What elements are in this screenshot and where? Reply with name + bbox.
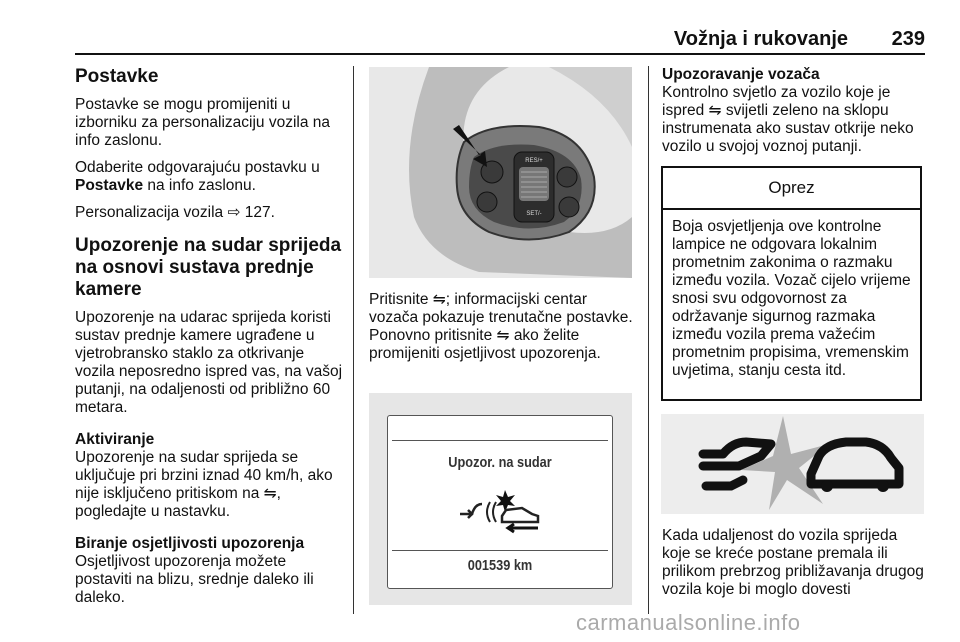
steering-wheel-figure: [369, 67, 632, 278]
para-postavke-intro: Postavke se mogu promijeniti u izborniku za personalizaciju vozila na info zaslonu.: [75, 96, 331, 149]
para-biranje: Osjetljivost upozorenja možete postaviti na blizu, srednje daleko ili daleko.: [75, 553, 314, 606]
right-column-text: [662, 66, 924, 165]
left-column: [75, 66, 343, 616]
heading-biranje: Biranje osjetljivosti upozorenja: [75, 535, 305, 552]
para-pritisnite: Pritisnite ⇋; informacijski centar vozača pokazuje trenutačne postavke. Ponovno pritisnite ⇋ ako želite promijeniti osjetljivost upozorenja.: [369, 291, 633, 362]
display-title: Upozor. na sudar: [448, 454, 552, 471]
caution-box: [661, 166, 922, 401]
column-divider-right: [648, 66, 649, 614]
wheel-label-res: RES/+: [525, 158, 543, 164]
para-kada-udaljenost: Kada udaljenost do vozila sprijeda koje se kreće postane premala ili prilikom prebrzog približavanja drugog vozila koje bi moglo dovesti: [662, 527, 924, 598]
middle-column-text: [369, 291, 637, 372]
caution-text: Boja osvjetljenja ove kontrolne lampice ne odgovara lokalnim prometnim zakonima o razmaku između vozila. Vozač cijelo vrijeme snosi svu odgovornost za održavanje sigurnog razmaka između vozila prema važećim prometnim propisima, vremenskim uvjetima, stanju cesta itd.: [672, 218, 911, 379]
heading-upozorenje-sudar: Upozorenje na sudar sprijeda na osnovi sustava prednje kamere: [75, 235, 342, 300]
running-header-title: Vožnja i rukovanje: [673, 28, 848, 50]
display-bottom-line: [392, 550, 608, 551]
header-rule: [75, 53, 925, 55]
wheel-label-set: SET/-: [526, 211, 542, 217]
display-odometer: 001539 km: [467, 557, 533, 574]
driver-display-figure: [369, 393, 632, 605]
para-aktiviranje: Upozorenje na sudar sprijeda se uključuje pri brzini iznad 40 km/h, ako nije isključeno pritiskom na ⇋, pogledajte u nastavku.: [75, 449, 333, 520]
para-personalizacija-link[interactable]: Personalizacija vozila ⇨ 127.: [75, 204, 275, 221]
collision-warning-icon: [450, 484, 550, 534]
heading-postavke: Postavke: [75, 66, 159, 87]
car-collision-icon: [661, 414, 924, 514]
display-screen: [387, 415, 613, 589]
page-number: 239: [891, 28, 925, 50]
column-divider-left: [353, 66, 354, 614]
heading-upozoravanje-vozaca: Upozoravanje vozača: [662, 66, 820, 83]
watermark: carmanualsonline.info: [576, 610, 801, 635]
display-top-line: [392, 440, 608, 441]
para-upozorenje-desc: Upozorenje na udarac sprijeda koristi sustav prednje kamere ugrađene u vjetrobransko staklo za otkrivanje vozila neposredno ispred vas, na vašoj putanji, na odaljenosti od približno 60 metara.: [75, 309, 343, 416]
collision-illustration-figure: [661, 414, 924, 514]
heading-aktiviranje: Aktiviranje: [75, 431, 155, 448]
para-kontrolno-svjetlo: Kontrolno svjetlo za vozilo koje je ispred ⇋ svijetli zeleno na sklopu instrumenata ako sustav otkrije neko vozilo u svojoj voznoj putanji.: [662, 84, 914, 155]
para-postavke-select: Odaberite odgovarajuću postavku u Postavke na info zaslonu.: [75, 159, 320, 194]
caution-title: Oprez: [663, 168, 920, 210]
right-column-bottom-text: [662, 527, 924, 608]
steering-wheel-illustration: [369, 67, 632, 278]
